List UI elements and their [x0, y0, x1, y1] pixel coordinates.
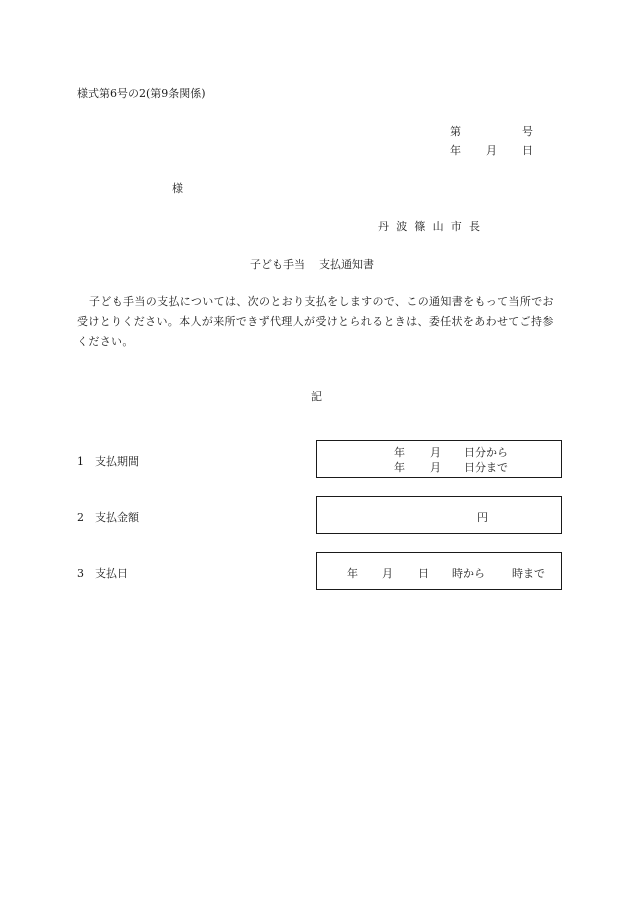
item-1-text: 支払期間: [95, 455, 139, 468]
item-3-number: 3: [77, 567, 84, 580]
number-prefix: 第: [450, 125, 461, 138]
form-number: 様式第6号の2(第9条関係): [77, 87, 206, 100]
period-to-day: 日分まで: [464, 461, 508, 474]
payment-period-box: [316, 440, 562, 478]
item-1-label: [77, 453, 139, 469]
period-to-year: 年: [394, 461, 405, 474]
period-from-year: 年: [394, 446, 405, 459]
sender-name: 丹波篠山市長: [378, 220, 488, 233]
pay-date-month: 月: [382, 567, 393, 580]
payment-amount-box: [316, 496, 562, 534]
document-title: [250, 256, 374, 272]
item-3-text: 支払日: [95, 567, 128, 580]
item-2-label: [77, 509, 139, 525]
period-from-day: 日分から: [464, 446, 508, 459]
body-paragraph: 子ども手当の支払については、次のとおり支払をしますので、この通知書をもって当所でお受けとりください。本人が来所できず代理人が受けとられるときは、委任状をあわせてご持参ください。: [77, 295, 554, 348]
amount-unit: 円: [477, 511, 488, 524]
ki-heading: 記: [311, 390, 322, 403]
pay-time-to: 時まで: [512, 567, 545, 580]
date-year: 年: [450, 144, 461, 157]
payment-date-box: [316, 552, 562, 590]
pay-date-year: 年: [347, 567, 358, 580]
number-suffix: 号: [522, 125, 533, 138]
date-month: 月: [486, 144, 497, 157]
item-2-text: 支払金額: [95, 511, 139, 524]
item-2-number: 2: [77, 511, 84, 524]
date-day: 日: [522, 144, 533, 157]
title-part-2: 支払通知書: [319, 258, 374, 271]
period-from-month: 月: [430, 446, 441, 459]
body-text: [77, 292, 557, 352]
addressee-suffix: 様: [172, 182, 183, 195]
item-1-number: 1: [77, 455, 84, 468]
pay-time-from: 時から: [452, 567, 485, 580]
item-3-label: [77, 565, 128, 581]
title-part-1: 子ども手当: [250, 258, 305, 271]
period-to-month: 月: [430, 461, 441, 474]
pay-date-day: 日: [418, 567, 429, 580]
